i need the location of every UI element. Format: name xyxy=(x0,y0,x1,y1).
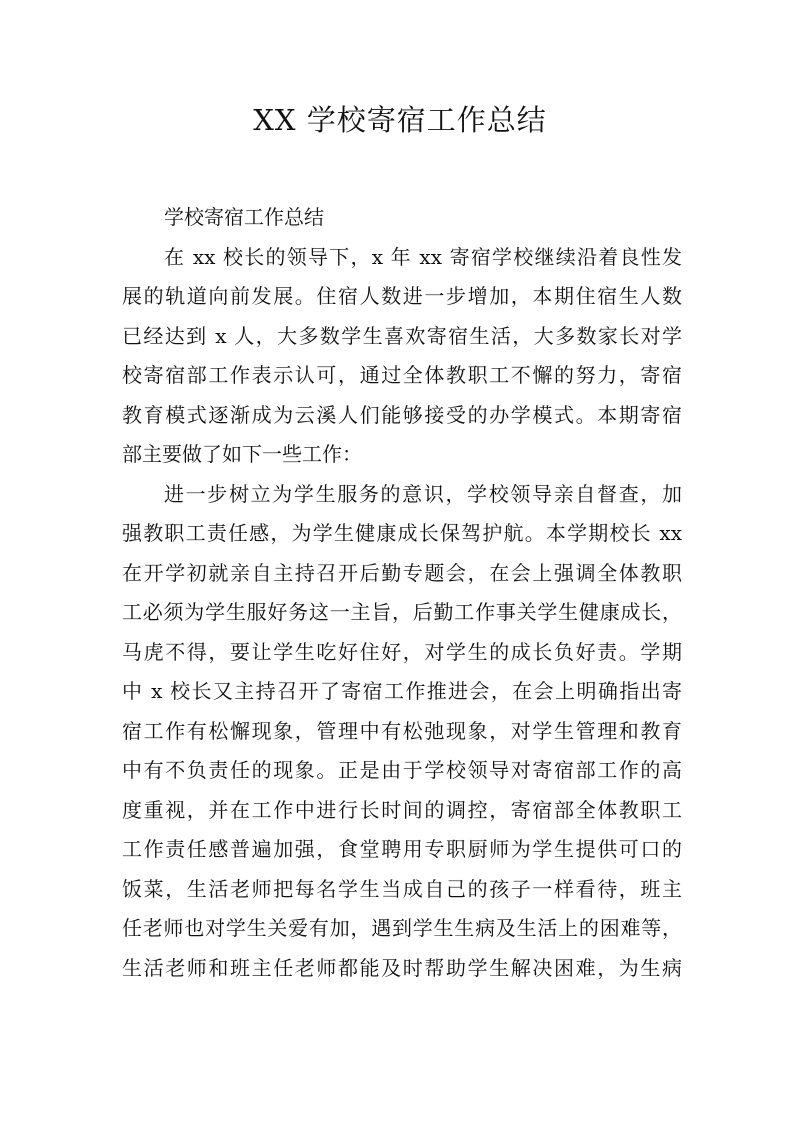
paragraph-line: 教育模式逐渐成为云溪人们能够接受的办学模式。本期寄宿 xyxy=(122,402,682,427)
paragraph-line: 中有不负责任的现象。正是由于学校领导对寄宿部工作的高 xyxy=(122,758,682,782)
paragraph-line: 马虎不得，要让学生吃好住好，对学生的成长负好责。学期 xyxy=(122,639,682,664)
paragraph-line: 已经达到 x 人，大多数学生喜欢寄宿生活，大多数家长对学 xyxy=(122,323,682,348)
section-heading: 学校寄宿工作总结 xyxy=(164,205,324,229)
paragraph-line: 校寄宿部工作表示认可，通过全体教职工不懈的努力，寄宿 xyxy=(122,363,682,387)
paragraph-line: 饭菜，生活老师把每名学生当成自己的孩子一样看待，班主 xyxy=(122,876,682,901)
paragraph-line: 工必须为学生服好务这一主旨，后勤工作事关学生健康成长， xyxy=(122,600,682,624)
paragraph-line: 部主要做了如下一些工作： xyxy=(122,442,362,466)
paragraph-line: 任老师也对学生关爱有加，遇到学生生病及生活上的困难等， xyxy=(122,916,682,940)
paragraph-line: 展的轨道向前发展。住宿人数进一步增加，本期住宿生人数 xyxy=(122,284,682,308)
paragraph-line: 中 x 校长又主持召开了寄宿工作推进会，在会上明确指出寄 xyxy=(122,679,682,703)
document-title: XX 学校寄宿工作总结 xyxy=(253,103,547,137)
paragraph-line: 工作责任感普遍加强，食堂聘用专职厨师为学生提供可口的 xyxy=(122,837,682,861)
paragraph-line: 在开学初就亲自主持召开后勤专题会，在会上强调全体教职 xyxy=(122,560,682,585)
paragraph-line: 度重视，并在工作中进行长时间的调控，寄宿部全体教职工 xyxy=(122,797,682,822)
document-body xyxy=(122,198,682,988)
paragraph-line: 在 xx 校长的领导下，x 年 xx 寄宿学校继续沿着良性发 xyxy=(164,244,682,269)
paragraph-line: 宿工作有松懈现象，管理中有松弛现象，对学生管理和教育 xyxy=(122,718,682,743)
paragraph-line: 生活老师和班主任老师都能及时帮助学生解决困难，为生病 xyxy=(122,955,682,980)
paragraph-line: 强教职工责任感，为学生健康成长保驾护航。本学期校长 xx xyxy=(122,521,682,545)
paragraph-line: 进一步树立为学生服务的意识，学校领导亲自督查，加 xyxy=(164,481,682,506)
